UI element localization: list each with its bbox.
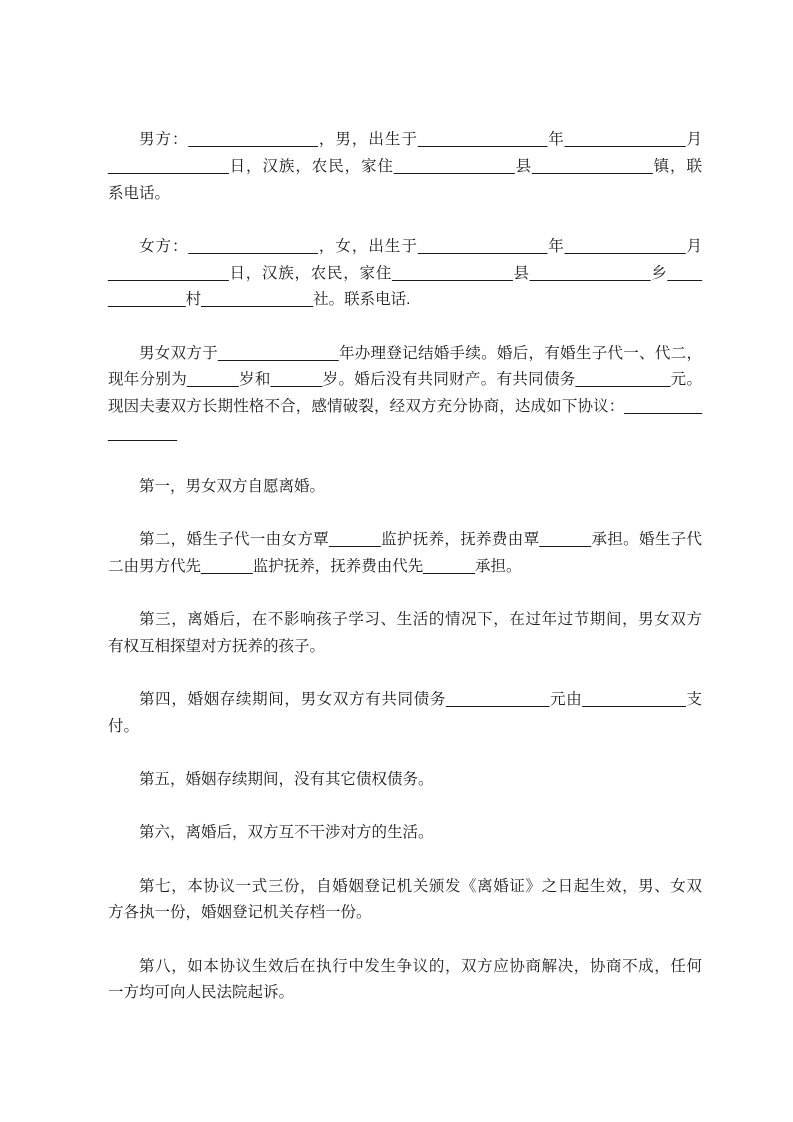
text-line: ______________日，汉族，农民，家住______________县______________乡____ [108,264,702,282]
text-line: 一方均可向人民法院起诉。 [108,984,295,1002]
clause-2-child-custody [108,527,702,581]
text-line: 第四，婚姻存续期间，男女双方有共同债务____________元由____________支 [139,691,702,709]
text-line: 第三，离婚后，在不影响孩子学习、生活的情况下，在过年过节期间，男女双方 [139,611,702,629]
text-line: 现年分别为______岁和______岁。婚后没有共同财产。有共同债务___________元。 [108,371,702,389]
clause-3-visitation [108,607,702,661]
text-line: 第五，婚姻存续期间，没有其它债权债务。 [139,771,434,789]
text-line: 二由男方代先______监护抚养，抚养费由代先______承担。 [108,558,522,576]
text-line: 第七，本协议一式三份，自婚姻登记机关颁发《离婚证》之日起生效，男、女双 [139,877,702,895]
text-line: 第八，如本协议生效后在执行中发生争议的，双方应协商解决，协商不成，任何 [139,957,702,975]
text-line: 付。 [108,718,140,736]
clause-7-copies-effective [108,874,702,928]
text-line: 第六，离婚后，双方互不干涉对方的生活。 [139,824,434,842]
text-line: 男方：_______________，男，出生于_______________年______________月 [139,131,702,148]
clause-8-dispute-resolution [108,954,702,1008]
text-line: 系电话。 [108,184,171,202]
clause-5-no-other-debts [108,767,702,794]
text-line: ________ [108,424,177,442]
paragraph-marriage-background [108,341,702,448]
text-line: _________村_____________社。联系电话. [108,291,411,309]
text-line: 女方：_______________，女，出生于_______________年______________月 [139,237,702,255]
text-line: 现因夫妻双方长期性格不合，感情破裂，经双方充分协商，达成如下协议：_________ [108,398,702,416]
text-line: 有权互相探望对方抚养的孩子。 [108,638,326,656]
text-line: 方各执一份，婚姻登记机关存档一份。 [108,904,372,922]
paragraph-husband-info [108,127,702,207]
text-line: ______________日，汉族，农民，家住______________县______________镇，联 [108,157,702,175]
clause-1-voluntary-divorce [108,474,702,501]
clause-4-joint-debt [108,687,702,741]
text-line: 第二，婚生子代一由女方覃______监护抚养，抚养费由覃______承担。婚生子代 [139,531,702,549]
document-body [108,127,702,1034]
text-line: 第一，男女双方自愿离婚。 [139,478,326,496]
clause-6-non-interference [108,820,702,847]
text-line: 男女双方于______________年办理登记结婚手续。婚后，有婚生子代一、代二， [139,344,702,362]
paragraph-wife-info [108,234,702,314]
